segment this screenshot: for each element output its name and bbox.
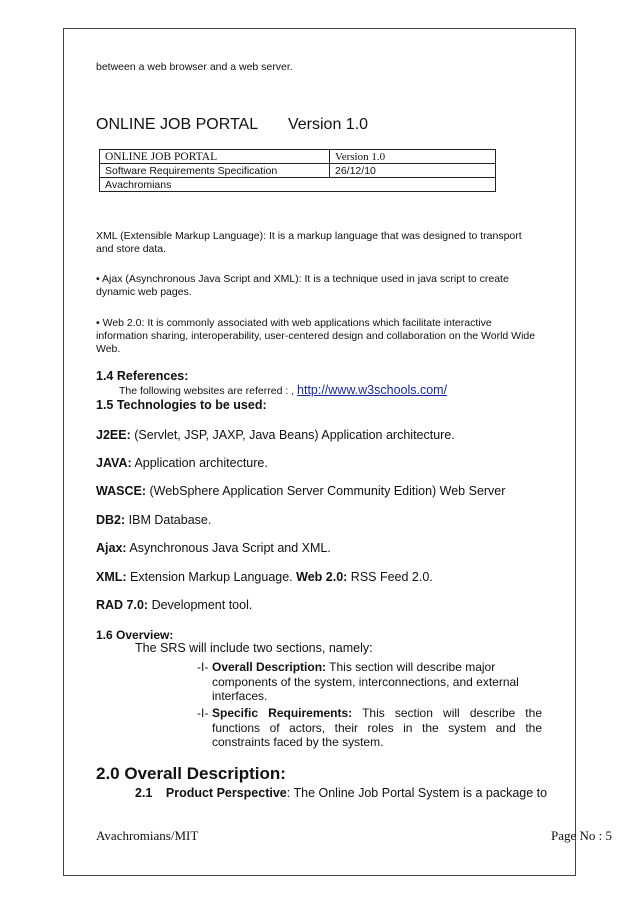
footer-page-number: Page No : 5 <box>551 828 613 843</box>
overview-item2-label: Specific Requirements: <box>212 706 353 720</box>
doc-title-name: ONLINE JOB PORTAL <box>96 116 258 133</box>
tech-xml-label: XML: <box>96 570 127 584</box>
tech-db2-label: DB2: <box>96 513 126 527</box>
overview-item1-label: Overall Description: <box>212 660 327 674</box>
tech-web-label: Web 2.0: <box>296 570 348 584</box>
overview-item1-text: This section will describe major components of the system, interconnections, and external interfaces. <box>212 660 519 703</box>
tech-ajax-label: Ajax: <box>96 541 127 555</box>
section2-sub-label: Product Perspective <box>165 786 287 800</box>
tech-db2-text: IBM Database. <box>125 513 212 527</box>
tech-rad-text: Development tool. <box>148 598 253 612</box>
references-text: The following websites are referred : , <box>119 385 295 397</box>
technologies-heading: 1.5 Technologies to be used: <box>96 398 267 412</box>
header-table <box>99 149 496 192</box>
tech-java <box>96 456 268 470</box>
tech-wasce-label: WASCE: <box>96 484 146 498</box>
overview-item1 <box>212 660 542 704</box>
doc-title <box>96 116 368 134</box>
overview-intro: The SRS will include two sections, namely: <box>135 641 373 655</box>
tech-j2ee-label: J2EE: <box>96 428 131 442</box>
header-cell-project: ONLINE JOB PORTAL <box>100 150 330 164</box>
tech-java-label: JAVA: <box>96 456 132 470</box>
tech-j2ee-text: (Servlet, JSP, JAXP, Java Beans) Application architecture. <box>130 428 455 442</box>
tech-rad-label: RAD 7.0: <box>96 598 149 612</box>
tech-db2 <box>96 513 211 527</box>
overview-item2-marker: -I- <box>197 706 209 720</box>
section2-sub-num: 2.1 <box>135 786 153 800</box>
references-heading: 1.4 References: <box>96 369 189 383</box>
definition-web20: • Web 2.0: It is commonly associated with web applications which facilitate interactive information sharing, interoperability, user-centered design and collaboration on the World Wide Web. <box>96 317 536 355</box>
references-line <box>119 383 447 397</box>
header-cell-doctype: Software Requirements Specification <box>100 164 330 178</box>
section2-heading: 2.0 Overall Description: <box>96 764 286 783</box>
tech-java-text: Application architecture. <box>131 456 268 470</box>
tech-xml-web <box>96 570 433 584</box>
tech-wasce-text: (WebSphere Application Server Community Edition) Web Server <box>146 484 506 498</box>
header-cell-version: Version 1.0 <box>330 150 496 164</box>
continued-text: between a web browser and a web server. <box>96 61 293 73</box>
overview-item2 <box>212 706 542 750</box>
tech-j2ee <box>96 428 455 442</box>
w3schools-link[interactable]: http://www.w3schools.com/ <box>297 383 448 397</box>
header-cell-date: 26/12/10 <box>330 164 496 178</box>
overview-heading: 1.6 Overview: <box>96 628 174 642</box>
doc-title-version: Version 1.0 <box>287 116 369 133</box>
tech-ajax-text: Asynchronous Java Script and XML. <box>126 541 331 555</box>
section2-sub-text: : The Online Job Portal System is a package to <box>286 786 548 800</box>
tech-rad <box>96 598 252 612</box>
overview-item2-text: This section will describe the functions of actors, their roles in the system and the constraints faced by the system. <box>212 706 542 749</box>
definition-xml: XML (Extensible Markup Language): It is a markup language that was designed to transport and store data. <box>96 230 522 255</box>
footer-left: Avachromians/MIT <box>96 828 199 843</box>
section2-subsection <box>135 786 547 800</box>
definition-ajax: • Ajax (Asynchronous Java Script and XML): It is a technique used in java script to create dynamic web pages. <box>96 273 509 298</box>
overview-item1-marker: -I- <box>197 660 209 674</box>
tech-wasce <box>96 484 505 498</box>
tech-xml-text: Extension Markup Language. <box>126 570 293 584</box>
header-cell-author: Avachromians <box>100 178 496 192</box>
tech-ajax <box>96 541 331 555</box>
tech-web-text: RSS Feed 2.0. <box>347 570 433 584</box>
